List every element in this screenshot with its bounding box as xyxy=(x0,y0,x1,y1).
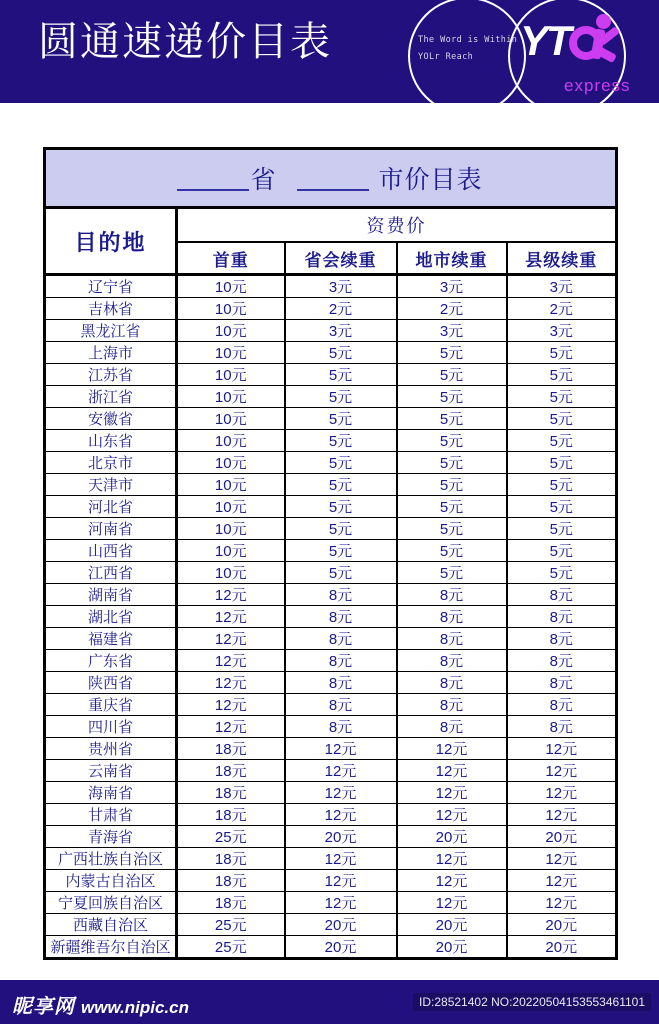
row-first-weight: 12元 xyxy=(177,606,285,628)
row-county-extra: 8元 xyxy=(507,584,617,606)
row-county-extra: 12元 xyxy=(507,804,617,826)
row-first-weight: 10元 xyxy=(177,540,285,562)
row-provincial-extra: 8元 xyxy=(285,716,397,738)
table-row xyxy=(45,606,617,628)
table-title-cell xyxy=(45,149,617,208)
row-county-extra: 20元 xyxy=(507,914,617,936)
row-city-extra: 5元 xyxy=(397,452,507,474)
table-row xyxy=(45,584,617,606)
price-table-head xyxy=(45,149,617,275)
row-city-extra: 8元 xyxy=(397,584,507,606)
column-header-first-weight: 首重 xyxy=(177,242,285,275)
row-first-weight: 10元 xyxy=(177,320,285,342)
row-destination: 河北省 xyxy=(45,496,177,518)
row-provincial-extra: 5元 xyxy=(285,496,397,518)
row-provincial-extra: 2元 xyxy=(285,298,397,320)
price-table xyxy=(43,147,618,960)
row-county-extra: 8元 xyxy=(507,628,617,650)
row-county-extra: 5元 xyxy=(507,496,617,518)
logo-slogan xyxy=(418,32,526,66)
row-first-weight: 10元 xyxy=(177,298,285,320)
column-header-destination: 目的地 xyxy=(45,208,177,275)
row-city-extra: 5元 xyxy=(397,430,507,452)
row-county-extra: 8元 xyxy=(507,716,617,738)
row-provincial-extra: 5元 xyxy=(285,386,397,408)
table-row xyxy=(45,936,617,959)
row-county-extra: 5元 xyxy=(507,540,617,562)
row-provincial-extra: 20元 xyxy=(285,914,397,936)
row-destination: 青海省 xyxy=(45,826,177,848)
row-first-weight: 10元 xyxy=(177,496,285,518)
row-destination: 云南省 xyxy=(45,760,177,782)
table-row xyxy=(45,650,617,672)
row-county-extra: 12元 xyxy=(507,848,617,870)
row-provincial-extra: 12元 xyxy=(285,738,397,760)
ytoexpress-logo xyxy=(408,0,658,103)
row-provincial-extra: 20元 xyxy=(285,936,397,959)
row-provincial-extra: 3元 xyxy=(285,320,397,342)
row-first-weight: 18元 xyxy=(177,892,285,914)
row-destination: 浙江省 xyxy=(45,386,177,408)
row-city-extra: 5元 xyxy=(397,518,507,540)
row-destination: 陕西省 xyxy=(45,672,177,694)
table-row xyxy=(45,320,617,342)
table-row xyxy=(45,474,617,496)
row-city-extra: 5元 xyxy=(397,364,507,386)
row-destination: 吉林省 xyxy=(45,298,177,320)
table-row xyxy=(45,408,617,430)
table-row xyxy=(45,914,617,936)
table-title-row xyxy=(45,149,617,208)
row-provincial-extra: 12元 xyxy=(285,848,397,870)
table-row xyxy=(45,672,617,694)
row-provincial-extra: 12元 xyxy=(285,760,397,782)
row-first-weight: 10元 xyxy=(177,342,285,364)
table-row xyxy=(45,738,617,760)
row-first-weight: 18元 xyxy=(177,782,285,804)
row-city-extra: 5元 xyxy=(397,562,507,584)
row-destination: 湖北省 xyxy=(45,606,177,628)
row-first-weight: 18元 xyxy=(177,738,285,760)
page-footer xyxy=(0,980,659,1024)
table-row xyxy=(45,826,617,848)
row-county-extra: 12元 xyxy=(507,738,617,760)
row-city-extra: 20元 xyxy=(397,914,507,936)
row-county-extra: 5元 xyxy=(507,408,617,430)
table-row xyxy=(45,275,617,298)
nipic-url-label: www.nipic.cn xyxy=(81,998,189,1017)
row-county-extra: 8元 xyxy=(507,694,617,716)
row-county-extra: 3元 xyxy=(507,275,617,298)
row-city-extra: 2元 xyxy=(397,298,507,320)
row-first-weight: 18元 xyxy=(177,804,285,826)
row-county-extra: 2元 xyxy=(507,298,617,320)
row-city-extra: 12元 xyxy=(397,870,507,892)
row-county-extra: 12元 xyxy=(507,892,617,914)
row-first-weight: 10元 xyxy=(177,364,285,386)
row-destination: 海南省 xyxy=(45,782,177,804)
row-destination: 重庆省 xyxy=(45,694,177,716)
yt-brand-mark xyxy=(520,14,631,95)
nipic-brand-label: 昵享网 xyxy=(12,996,75,1018)
row-destination: 江西省 xyxy=(45,562,177,584)
table-row xyxy=(45,628,617,650)
table-row xyxy=(45,716,617,738)
title-word-pricelist: 市价目表 xyxy=(378,166,483,194)
row-destination: 西藏自治区 xyxy=(45,914,177,936)
row-county-extra: 20元 xyxy=(507,936,617,959)
row-destination: 新疆维吾尔自治区 xyxy=(45,936,177,959)
row-first-weight: 18元 xyxy=(177,848,285,870)
row-destination: 辽宁省 xyxy=(45,275,177,298)
row-provincial-extra: 12元 xyxy=(285,782,397,804)
row-county-extra: 20元 xyxy=(507,826,617,848)
row-county-extra: 8元 xyxy=(507,650,617,672)
row-city-extra: 5元 xyxy=(397,342,507,364)
row-destination: 广西壮族自治区 xyxy=(45,848,177,870)
row-destination: 内蒙古自治区 xyxy=(45,870,177,892)
row-provincial-extra: 8元 xyxy=(285,694,397,716)
row-county-extra: 12元 xyxy=(507,782,617,804)
slogan-line-2: YOLr Reach xyxy=(418,52,474,62)
row-first-weight: 12元 xyxy=(177,694,285,716)
city-blank-field[interactable] xyxy=(297,171,369,191)
row-provincial-extra: 5元 xyxy=(285,518,397,540)
row-destination: 江苏省 xyxy=(45,364,177,386)
row-destination: 上海市 xyxy=(45,342,177,364)
row-city-extra: 20元 xyxy=(397,826,507,848)
row-first-weight: 25元 xyxy=(177,826,285,848)
row-provincial-extra: 5元 xyxy=(285,342,397,364)
row-provincial-extra: 5元 xyxy=(285,562,397,584)
row-first-weight: 10元 xyxy=(177,452,285,474)
column-header-county-extra: 县级续重 xyxy=(507,242,617,275)
table-row xyxy=(45,694,617,716)
row-provincial-extra: 20元 xyxy=(285,826,397,848)
table-row xyxy=(45,298,617,320)
table-row xyxy=(45,782,617,804)
table-row xyxy=(45,760,617,782)
yt-figure-head-icon xyxy=(596,14,611,29)
table-row xyxy=(45,562,617,584)
row-city-extra: 5元 xyxy=(397,386,507,408)
row-first-weight: 12元 xyxy=(177,716,285,738)
table-row xyxy=(45,364,617,386)
nipic-watermark xyxy=(12,990,189,1019)
row-city-extra: 12元 xyxy=(397,760,507,782)
table-row xyxy=(45,518,617,540)
row-first-weight: 25元 xyxy=(177,936,285,959)
row-first-weight: 10元 xyxy=(177,275,285,298)
row-destination: 宁夏回族自治区 xyxy=(45,892,177,914)
row-county-extra: 8元 xyxy=(507,672,617,694)
row-provincial-extra: 5元 xyxy=(285,452,397,474)
row-city-extra: 12元 xyxy=(397,782,507,804)
row-city-extra: 8元 xyxy=(397,650,507,672)
row-city-extra: 3元 xyxy=(397,320,507,342)
row-city-extra: 8元 xyxy=(397,672,507,694)
row-city-extra: 5元 xyxy=(397,474,507,496)
slogan-line-1: The Word is Within xyxy=(418,35,518,45)
table-row xyxy=(45,892,617,914)
row-first-weight: 18元 xyxy=(177,870,285,892)
row-destination: 福建省 xyxy=(45,628,177,650)
row-destination: 四川省 xyxy=(45,716,177,738)
row-destination: 北京市 xyxy=(45,452,177,474)
row-first-weight: 12元 xyxy=(177,672,285,694)
row-destination: 广东省 xyxy=(45,650,177,672)
row-county-extra: 5元 xyxy=(507,386,617,408)
row-destination: 黑龙江省 xyxy=(45,320,177,342)
row-destination: 湖南省 xyxy=(45,584,177,606)
table-row xyxy=(45,342,617,364)
row-county-extra: 5元 xyxy=(507,562,617,584)
price-table-body xyxy=(45,275,617,959)
row-provincial-extra: 12元 xyxy=(285,804,397,826)
row-first-weight: 18元 xyxy=(177,760,285,782)
page-title: 圆通速递价目表 xyxy=(38,20,332,64)
row-first-weight: 10元 xyxy=(177,408,285,430)
table-row xyxy=(45,848,617,870)
row-provincial-extra: 8元 xyxy=(285,628,397,650)
row-city-extra: 5元 xyxy=(397,496,507,518)
row-city-extra: 12元 xyxy=(397,848,507,870)
row-city-extra: 8元 xyxy=(397,694,507,716)
table-row xyxy=(45,452,617,474)
province-blank-field[interactable] xyxy=(177,171,249,191)
table-row xyxy=(45,496,617,518)
column-header-fee-group: 资费价 xyxy=(177,208,617,243)
table-row xyxy=(45,430,617,452)
row-provincial-extra: 5元 xyxy=(285,540,397,562)
row-destination: 天津市 xyxy=(45,474,177,496)
row-destination: 甘肃省 xyxy=(45,804,177,826)
column-header-city-extra: 地市续重 xyxy=(397,242,507,275)
row-county-extra: 12元 xyxy=(507,760,617,782)
row-city-extra: 8元 xyxy=(397,716,507,738)
row-provincial-extra: 8元 xyxy=(285,672,397,694)
row-county-extra: 5元 xyxy=(507,364,617,386)
row-first-weight: 10元 xyxy=(177,562,285,584)
table-row xyxy=(45,804,617,826)
row-county-extra: 8元 xyxy=(507,606,617,628)
row-destination: 河南省 xyxy=(45,518,177,540)
price-table-container xyxy=(43,147,615,960)
row-first-weight: 10元 xyxy=(177,430,285,452)
row-county-extra: 3元 xyxy=(507,320,617,342)
row-county-extra: 5元 xyxy=(507,452,617,474)
row-first-weight: 25元 xyxy=(177,914,285,936)
title-word-province: 省 xyxy=(250,166,277,194)
row-first-weight: 10元 xyxy=(177,518,285,540)
yt-lettermark: YT xyxy=(520,17,570,64)
row-county-extra: 5元 xyxy=(507,430,617,452)
row-city-extra: 5元 xyxy=(397,540,507,562)
yt-express-label: express xyxy=(564,76,631,95)
row-destination: 贵州省 xyxy=(45,738,177,760)
row-first-weight: 12元 xyxy=(177,628,285,650)
row-first-weight: 12元 xyxy=(177,584,285,606)
row-provincial-extra: 8元 xyxy=(285,650,397,672)
row-city-extra: 12元 xyxy=(397,738,507,760)
table-row xyxy=(45,540,617,562)
row-provincial-extra: 8元 xyxy=(285,606,397,628)
row-provincial-extra: 12元 xyxy=(285,870,397,892)
row-city-extra: 20元 xyxy=(397,936,507,959)
row-city-extra: 3元 xyxy=(397,275,507,298)
row-first-weight: 10元 xyxy=(177,474,285,496)
row-city-extra: 5元 xyxy=(397,408,507,430)
row-city-extra: 12元 xyxy=(397,804,507,826)
table-header-row-1 xyxy=(45,208,617,243)
yt-figure-leg-icon xyxy=(595,46,617,63)
row-destination: 山西省 xyxy=(45,540,177,562)
row-city-extra: 8元 xyxy=(397,606,507,628)
page-header xyxy=(0,0,659,103)
image-id-badge: ID:28521402 NO:20220504153553461101 xyxy=(413,993,651,1011)
row-first-weight: 10元 xyxy=(177,386,285,408)
row-city-extra: 8元 xyxy=(397,628,507,650)
row-destination: 山东省 xyxy=(45,430,177,452)
row-county-extra: 5元 xyxy=(507,474,617,496)
row-provincial-extra: 8元 xyxy=(285,584,397,606)
column-header-provincial-extra: 省会续重 xyxy=(285,242,397,275)
row-county-extra: 12元 xyxy=(507,870,617,892)
row-first-weight: 12元 xyxy=(177,650,285,672)
row-provincial-extra: 3元 xyxy=(285,275,397,298)
row-provincial-extra: 12元 xyxy=(285,892,397,914)
row-provincial-extra: 5元 xyxy=(285,430,397,452)
row-city-extra: 12元 xyxy=(397,892,507,914)
row-county-extra: 5元 xyxy=(507,518,617,540)
table-row xyxy=(45,870,617,892)
row-county-extra: 5元 xyxy=(507,342,617,364)
row-destination: 安徽省 xyxy=(45,408,177,430)
row-provincial-extra: 5元 xyxy=(285,364,397,386)
table-row xyxy=(45,386,617,408)
row-provincial-extra: 5元 xyxy=(285,408,397,430)
row-provincial-extra: 5元 xyxy=(285,474,397,496)
